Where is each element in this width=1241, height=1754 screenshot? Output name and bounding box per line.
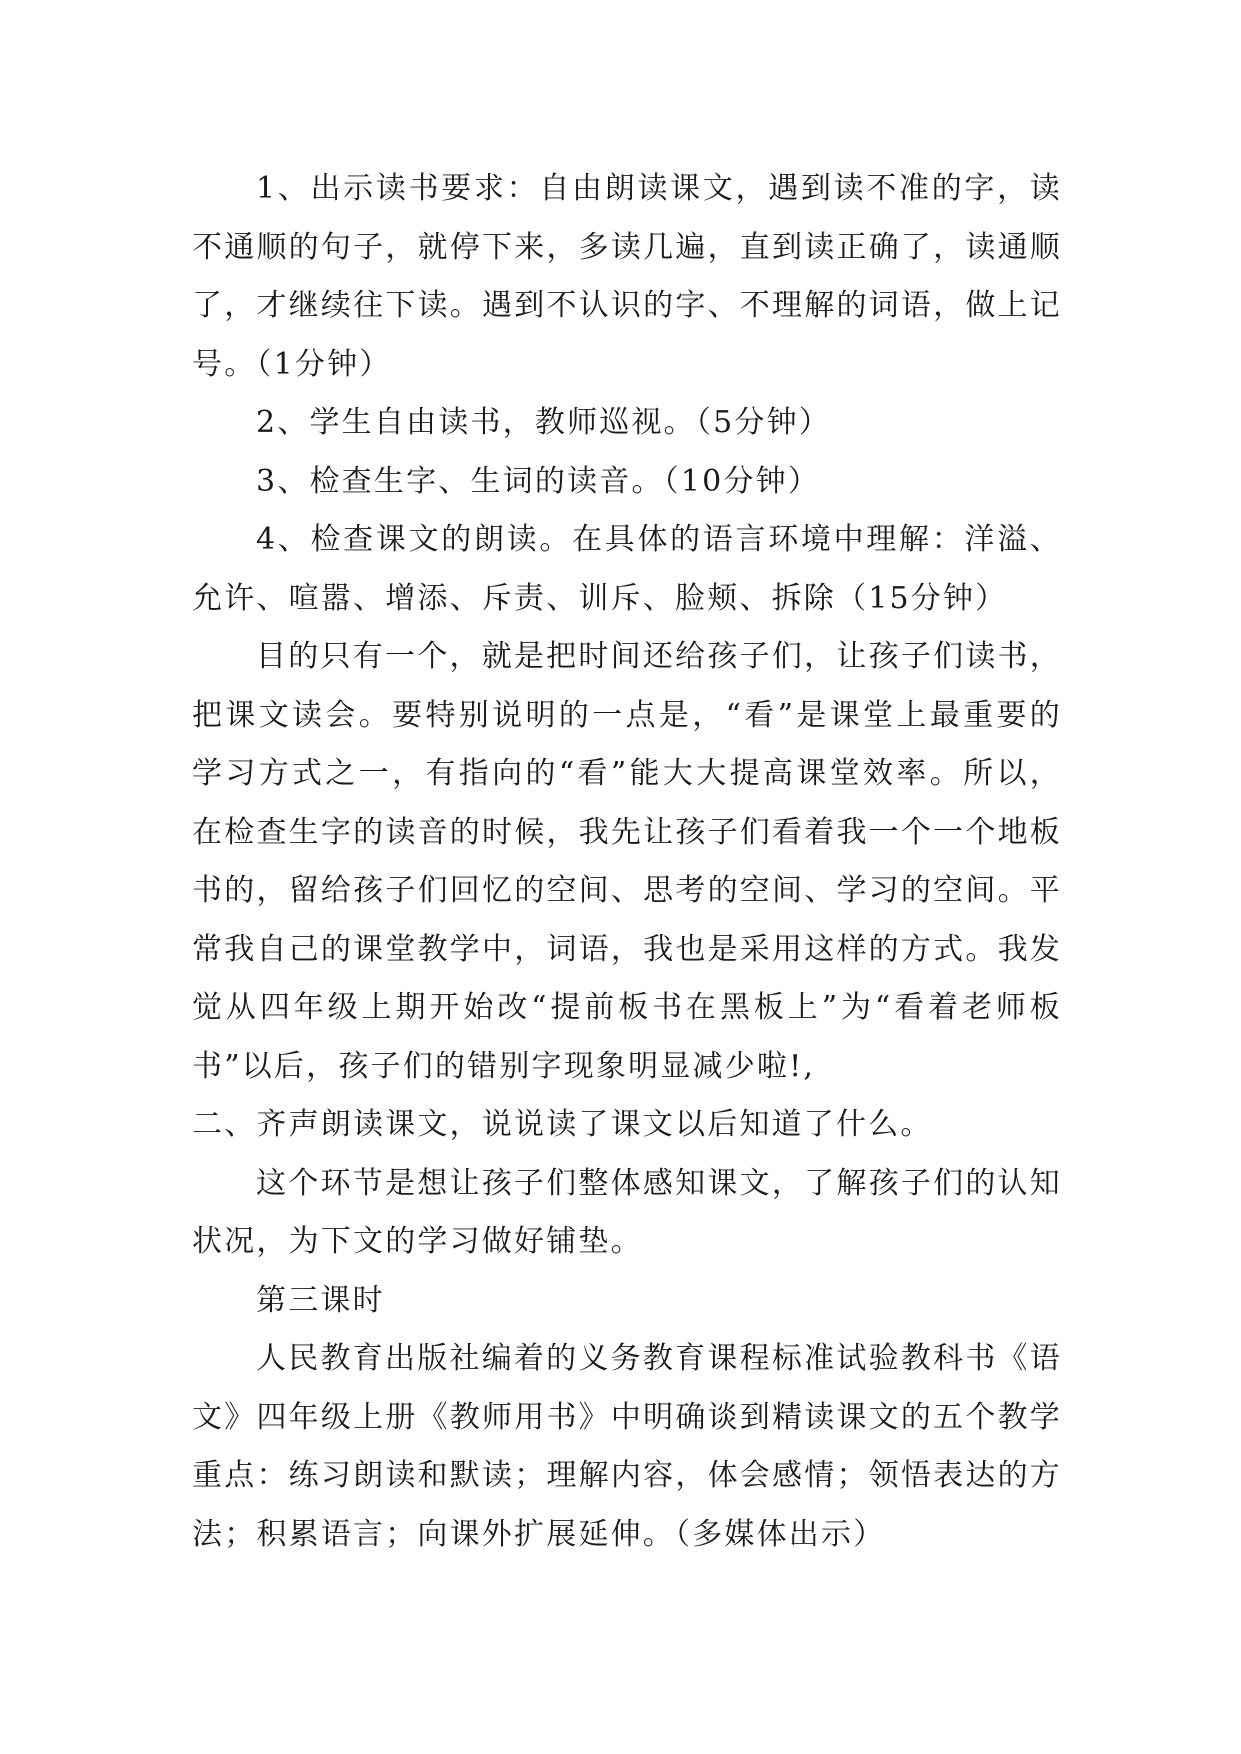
- document-body: [192, 160, 1062, 1564]
- paragraph-check-reading-aloud: 4、检查课文的朗读。在具体的语言环境中理解：洋溢、允许、喧嚣、增添、斥责、训斥、脸颊、拆除（15分钟）: [192, 522, 1062, 616]
- paragraph-check-pronunciation: 3、检查生字、生词的读音。（10分钟）: [256, 463, 821, 499]
- paragraph-teaching-focus: 人民教育出版社编着的义务教育课程标准试验教科书《语文》四年级上册《教师用书》中明确谈到精读课文的五个教学重点：练习朗读和默读；理解内容，体会感情；领悟表达的方法；积累语言；向课外扩展延伸。（多媒体出示）: [192, 1341, 1062, 1552]
- section-heading-third-lesson: 第三课时: [256, 1282, 385, 1318]
- paragraph-overall-perception: 这个环节是想让孩子们整体感知课文，了解孩子们的认知状况，为下文的学习做好铺垫。: [192, 1165, 1062, 1259]
- paragraph-purpose: 目的只有一个，就是把时间还给孩子们，让孩子们读书，把课文读会。要特别说明的一点是，“看”是课堂上最重要的学习方式之一，有指向的“看”能大大提高课堂效率。所以，在检查生字的读音的时候，我先让孩子们看着我一个一个地板书的，留给孩子们回忆的空间、思考的空间、学习的空间。平常我自己的课堂教学中，词语，我也是采用这样的方式。我发觉从四年级上期开始改“提前板书在黑板上”为“看着老师板书”以后，孩子们的错别字现象明显减少啦!,: [192, 639, 1062, 1084]
- paragraph-free-reading: 2、学生自由读书，教师巡视。（5分钟）: [256, 405, 831, 440]
- paragraph-choral-reading: 二、齐声朗读课文，说说读了课文以后知道了什么。: [192, 1107, 933, 1142]
- paragraph-reading-requirements: 1、出示读书要求：自由朗读课文，遇到读不准的字，读不通顺的句子，就停下来，多读几遍，直到读正确了，读通顺了，才继续往下读。遇到不认识的字、不理解的词语，做上记号。（1分钟）: [192, 171, 1062, 382]
